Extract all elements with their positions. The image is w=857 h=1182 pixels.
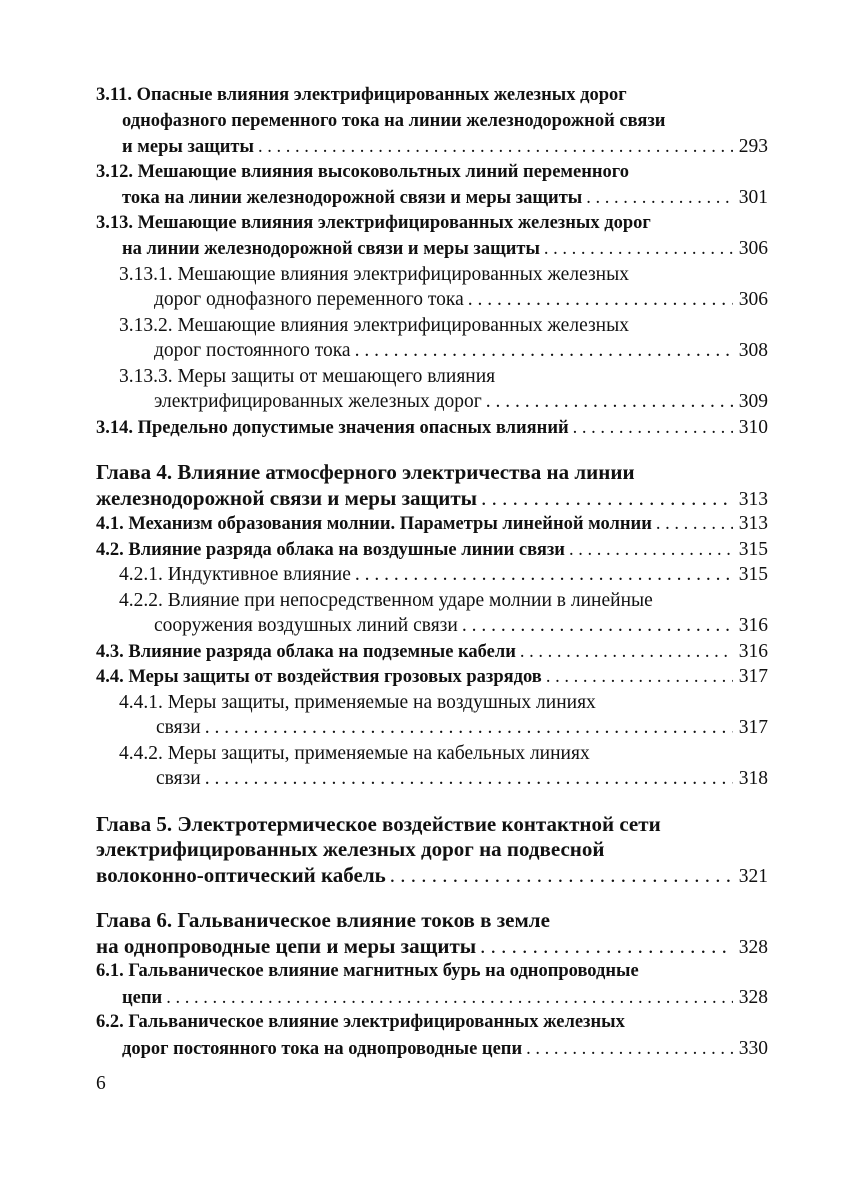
toc-chapter-line	[96, 486, 768, 512]
toc-page-number: 317	[738, 666, 768, 687]
toc-entry-line	[96, 690, 768, 716]
toc-entry-line	[96, 562, 768, 588]
toc-entry-title: электрифицированных железных дорог на подвесной	[96, 837, 605, 861]
toc-entry-line	[96, 1036, 768, 1062]
dot-leader	[481, 486, 733, 512]
toc-chapter-line	[96, 812, 768, 838]
dot-leader	[520, 640, 733, 666]
section-gap	[96, 888, 768, 908]
toc-entry-title: дорог постоянного тока	[154, 340, 351, 361]
dot-leader	[390, 863, 733, 889]
toc-entry-line	[96, 262, 768, 288]
section-gap	[96, 792, 768, 812]
dot-leader	[569, 538, 733, 564]
toc-page-number: 301	[738, 187, 768, 208]
toc-entry-title: на однопроводные цепи и меры защиты	[96, 933, 477, 958]
toc-page-number: 321	[738, 865, 768, 887]
toc-entry-title: 3.12. Мешающие влияния высоковольтных линий переменного	[96, 161, 629, 182]
toc-entry-title: волоконно-оптический кабель	[96, 862, 386, 887]
toc-entry-line	[96, 537, 768, 563]
toc-entry-line	[96, 741, 768, 767]
toc-page-number: 316	[738, 615, 768, 636]
toc-entry-line	[96, 211, 768, 237]
toc-entry-title: дорог однофазного переменного тока	[154, 289, 464, 310]
toc-entry-line	[96, 613, 768, 639]
toc-entry-line	[96, 959, 768, 985]
toc-chapter-line	[96, 837, 768, 863]
dot-leader	[166, 986, 733, 1012]
toc-chapter-line	[96, 908, 768, 934]
toc-entry-title: железнодорожной связи и меры защиты	[96, 485, 478, 510]
dot-leader	[205, 766, 733, 792]
table-of-contents	[96, 83, 768, 1061]
toc-entry-line	[96, 287, 768, 313]
toc-entry-line	[96, 715, 768, 741]
toc-entry-line	[96, 1010, 768, 1036]
dot-leader	[480, 934, 733, 960]
dot-leader	[462, 613, 733, 639]
dot-leader	[544, 237, 733, 263]
dot-leader	[526, 1037, 733, 1063]
toc-chapter-line	[96, 863, 768, 889]
toc-entry-title: тока на линии железнодорожной связи и меры защиты	[122, 188, 583, 208]
toc-entry-line	[96, 83, 768, 109]
toc-entry-title: 4.2.1. Индуктивное влияние	[119, 564, 351, 585]
toc-entry-line	[96, 415, 768, 441]
page-number: 6	[96, 1073, 106, 1094]
toc-entry-title: на линии железнодорожной связи и меры защиты	[122, 239, 540, 259]
toc-page-number: 309	[738, 391, 768, 412]
dot-leader	[355, 338, 733, 364]
toc-entry-title: Глава 4. Влияние атмосферного электричества на линии	[96, 460, 635, 484]
toc-page-number: 310	[738, 416, 768, 438]
dot-leader	[656, 512, 733, 538]
toc-page-number: 313	[738, 488, 768, 510]
toc-entry-title: 6.1. Гальваническое влияние магнитных бурь на однопроводные	[96, 961, 639, 981]
toc-entry-title: 4.2.2. Влияние при непосредственном ударе молнии в линейные	[119, 589, 653, 611]
toc-entry-title: 4.4.1. Меры защиты, применяемые на воздушных линиях	[119, 691, 596, 713]
toc-page-number: 293	[738, 136, 768, 157]
toc-page-number: 306	[738, 238, 768, 259]
toc-entry-title: электрифицированных железных дорог	[154, 391, 482, 412]
toc-entry-title: связи	[156, 768, 201, 789]
toc-entry-line	[96, 664, 768, 690]
toc-entry-title: 4.3. Влияние разряда облака на подземные кабели	[96, 641, 516, 662]
toc-chapter-line	[96, 934, 768, 960]
dot-leader	[355, 562, 733, 588]
toc-entry-title: однофазного переменного тока на линии железнодорожной связи	[122, 110, 666, 131]
toc-entry-line	[96, 639, 768, 665]
toc-page-number: 330	[738, 1037, 768, 1059]
toc-entry-line	[96, 389, 768, 415]
toc-page-number: 308	[738, 340, 768, 361]
toc-page-number: 328	[738, 986, 768, 1008]
toc-page-number: 315	[738, 538, 768, 560]
toc-entry-title: и меры защиты	[122, 137, 254, 157]
dot-leader	[573, 416, 733, 442]
toc-entry-line	[96, 109, 768, 135]
toc-entry-title: Глава 5. Электротермическое воздействие контактной сети	[96, 811, 661, 836]
toc-page-number: 306	[738, 289, 768, 310]
toc-page-number: 316	[738, 640, 768, 662]
toc-entry-title: 3.13. Мешающие влияния электрифицированных железных дорог	[96, 212, 651, 233]
toc-entry-title: 4.4.2. Меры защиты, применяемые на кабельных линиях	[119, 742, 590, 764]
toc-entry-title: 4.2. Влияние разряда облака на воздушные линии связи	[96, 539, 565, 560]
toc-entry-line	[96, 236, 768, 262]
toc-chapter-line	[96, 460, 768, 486]
toc-page-number: 315	[738, 564, 768, 585]
toc-entry-line	[96, 766, 768, 792]
toc-entry-title: 3.11. Опасные влияния электрифицированных железных дорог	[96, 85, 627, 105]
section-gap	[96, 440, 768, 460]
toc-entry-line	[96, 588, 768, 614]
dot-leader	[468, 287, 733, 313]
toc-entry-line	[96, 313, 768, 339]
toc-entry-title: сооружения воздушных линий связи	[154, 615, 458, 636]
toc-page-number: 328	[738, 936, 768, 958]
toc-entry-line	[96, 134, 768, 160]
dot-leader	[486, 389, 733, 415]
toc-entry-title: 3.13.3. Меры защиты от мешающего влияния	[119, 365, 496, 387]
toc-entry-line	[96, 160, 768, 186]
toc-entry-title: 4.4. Меры защиты от воздействия грозовых разрядов	[96, 667, 542, 687]
toc-entry-title: связи	[156, 717, 201, 738]
toc-entry-line	[96, 985, 768, 1011]
dot-leader	[258, 135, 733, 161]
dot-leader	[586, 186, 733, 212]
toc-entry-line	[96, 364, 768, 390]
toc-entry-title: Глава 6. Гальваническое влияние токов в земле	[96, 908, 550, 932]
toc-entry-title: 3.14. Предельно допустимые значения опасных влияний	[96, 417, 569, 438]
toc-entry-title: 3.13.1. Мешающие влияния электрифицированных железных	[119, 263, 629, 285]
dot-leader	[546, 665, 733, 691]
toc-entry-title: цепи	[122, 987, 163, 1008]
toc-page-number: 318	[738, 768, 768, 789]
toc-page-number: 317	[738, 717, 768, 738]
toc-entry-line	[96, 185, 768, 211]
toc-entry-title: 6.2. Гальваническое влияние электрифицированных железных	[96, 1012, 625, 1032]
dot-leader	[205, 715, 733, 741]
toc-entry-title: 4.1. Механизм образования молнии. Параметры линейной молнии	[96, 514, 652, 534]
toc-entry-title: 3.13.2. Мешающие влияния электрифицированных железных	[119, 314, 629, 336]
toc-entry-line	[96, 511, 768, 537]
toc-entry-line	[96, 338, 768, 364]
toc-page-number: 313	[738, 513, 768, 534]
toc-entry-title: дорог постоянного тока на однопроводные цепи	[122, 1038, 523, 1059]
